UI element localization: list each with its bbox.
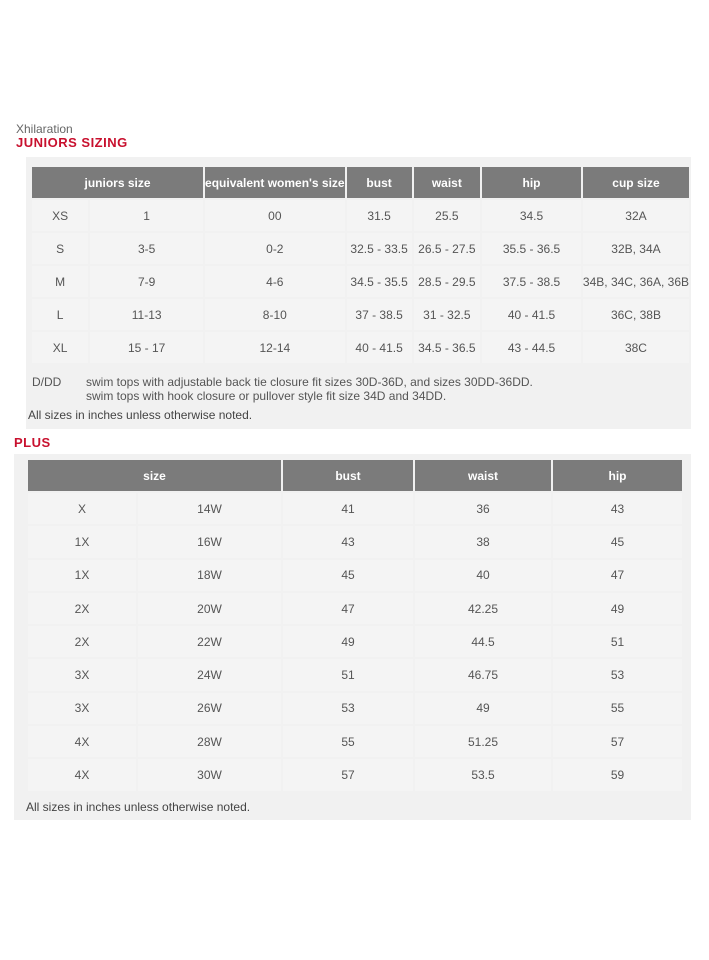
table-cell: 38 — [415, 526, 551, 557]
table-cell: 4-6 — [205, 266, 345, 297]
table-cell: 49 — [415, 693, 551, 724]
table-row — [32, 332, 689, 363]
table-cell: 40 — [415, 560, 551, 591]
table-cell: 46.75 — [415, 659, 551, 690]
column-header-cup-size: cup size — [583, 167, 689, 198]
table-row — [32, 200, 689, 231]
table-cell: L — [32, 299, 88, 330]
table-cell: 43 - 44.5 — [482, 332, 581, 363]
table-cell: 49 — [283, 626, 413, 657]
table-cell: 26.5 - 27.5 — [414, 233, 481, 264]
juniors-sizing-title: JUNIORS SIZING — [16, 135, 128, 150]
dd-note-line: swim tops with hook closure or pullover style fit size 34D and 34DD. — [86, 389, 447, 403]
table-cell: 53 — [283, 693, 413, 724]
table-cell: 34B, 34C, 36A, 36B — [583, 266, 689, 297]
table-cell: 0-2 — [205, 233, 345, 264]
table-cell: 31.5 — [347, 200, 412, 231]
table-row — [28, 593, 682, 624]
column-header-juniors-size — [32, 167, 203, 198]
table-cell: 14W — [138, 493, 281, 524]
juniors-footnote: All sizes in inches unless otherwise noted. — [28, 408, 253, 422]
table-cell: 38C — [583, 332, 689, 363]
table-cell: 36C, 38B — [583, 299, 689, 330]
table-cell: 28W — [138, 726, 281, 757]
table-cell: 45 — [553, 526, 682, 557]
table-cell: M — [32, 266, 88, 297]
plus-size-chart — [14, 454, 691, 820]
table-row — [28, 560, 682, 591]
table-cell: 49 — [553, 593, 682, 624]
table-cell: 32B, 34A — [583, 233, 689, 264]
table-cell: 11-13 — [90, 299, 203, 330]
table-cell: 34.5 — [482, 200, 581, 231]
table-row — [28, 659, 682, 690]
dd-label: D/DD — [32, 375, 62, 389]
table-cell: 28.5 - 29.5 — [414, 266, 481, 297]
plus-size-table — [26, 458, 684, 793]
table-cell: 20W — [138, 593, 281, 624]
table-cell: 1X — [28, 526, 136, 557]
table-cell: 16W — [138, 526, 281, 557]
table-cell: 4X — [28, 726, 136, 757]
column-header-hip: hip — [482, 167, 581, 198]
table-cell: 57 — [283, 759, 413, 790]
table-cell: 2X — [28, 593, 136, 624]
table-cell: 47 — [553, 560, 682, 591]
table-cell: 41 — [283, 493, 413, 524]
table-cell: 18W — [138, 560, 281, 591]
table-cell: 2X — [28, 626, 136, 657]
table-cell: 47 — [283, 593, 413, 624]
table-row — [32, 233, 689, 264]
table-cell: 26W — [138, 693, 281, 724]
juniors-size-chart — [26, 157, 691, 429]
table-cell: 43 — [283, 526, 413, 557]
table-cell: 51 — [553, 626, 682, 657]
table-row — [28, 626, 682, 657]
table-cell: 43 — [553, 493, 682, 524]
column-header-bust: bust — [283, 460, 413, 491]
column-header-size: size — [28, 460, 281, 491]
table-cell: 1X — [28, 560, 136, 591]
table-cell: 34.5 - 36.5 — [414, 332, 481, 363]
table-cell: S — [32, 233, 88, 264]
table-cell: 44.5 — [415, 626, 551, 657]
column-header-equivalent-size: equivalent women's size — [205, 167, 345, 198]
table-cell: 22W — [138, 626, 281, 657]
plus-sizing-title: PLUS — [14, 435, 51, 450]
table-cell: XL — [32, 332, 88, 363]
table-cell: 4X — [28, 759, 136, 790]
table-cell: 59 — [553, 759, 682, 790]
table-cell: 12-14 — [205, 332, 345, 363]
table-cell: 31 - 32.5 — [414, 299, 481, 330]
table-header-row — [32, 167, 689, 198]
table-cell: 30W — [138, 759, 281, 790]
table-cell: 51 — [283, 659, 413, 690]
table-cell: 3X — [28, 659, 136, 690]
table-row — [28, 693, 682, 724]
table-cell: 32A — [583, 200, 689, 231]
table-cell: 15 - 17 — [90, 332, 203, 363]
table-cell: 7-9 — [90, 266, 203, 297]
table-cell: 57 — [553, 726, 682, 757]
table-cell: 53 — [553, 659, 682, 690]
table-cell: 37.5 - 38.5 — [482, 266, 581, 297]
table-cell: XS — [32, 200, 88, 231]
column-header-bust: bust — [347, 167, 412, 198]
table-cell: 00 — [205, 200, 345, 231]
header-label: juniors size — [84, 175, 151, 190]
table-cell: 1 — [90, 200, 203, 231]
brand-name: Xhilaration — [16, 122, 73, 136]
table-cell: 40 - 41.5 — [482, 299, 581, 330]
table-cell: 51.25 — [415, 726, 551, 757]
column-header-waist: waist — [415, 460, 551, 491]
table-cell: 32.5 - 33.5 — [347, 233, 412, 264]
dd-notes — [86, 375, 533, 403]
table-row — [32, 299, 689, 330]
column-header-hip: hip — [553, 460, 682, 491]
table-cell: 37 - 38.5 — [347, 299, 412, 330]
table-row — [32, 266, 689, 297]
table-cell: 36 — [415, 493, 551, 524]
table-header-row — [28, 460, 682, 491]
juniors-size-table — [30, 165, 691, 365]
table-cell: 34.5 - 35.5 — [347, 266, 412, 297]
table-cell: 8-10 — [205, 299, 345, 330]
table-cell: 25.5 — [414, 200, 481, 231]
table-cell: 42.25 — [415, 593, 551, 624]
table-cell: 3-5 — [90, 233, 203, 264]
table-cell: 35.5 - 36.5 — [482, 233, 581, 264]
plus-footnote: All sizes in inches unless otherwise noted. — [26, 800, 251, 814]
table-cell: 40 - 41.5 — [347, 332, 412, 363]
table-cell: 45 — [283, 560, 413, 591]
table-cell: 53.5 — [415, 759, 551, 790]
table-row — [28, 726, 682, 757]
table-cell: X — [28, 493, 136, 524]
table-cell: 24W — [138, 659, 281, 690]
table-cell: 55 — [283, 726, 413, 757]
dd-note-line: swim tops with adjustable back tie closure fit sizes 30D-36D, and sizes 30DD-36DD. — [86, 375, 533, 389]
table-row — [28, 759, 682, 790]
table-row — [28, 493, 682, 524]
column-header-waist: waist — [414, 167, 481, 198]
table-row — [28, 526, 682, 557]
table-cell: 3X — [28, 693, 136, 724]
table-cell: 55 — [553, 693, 682, 724]
